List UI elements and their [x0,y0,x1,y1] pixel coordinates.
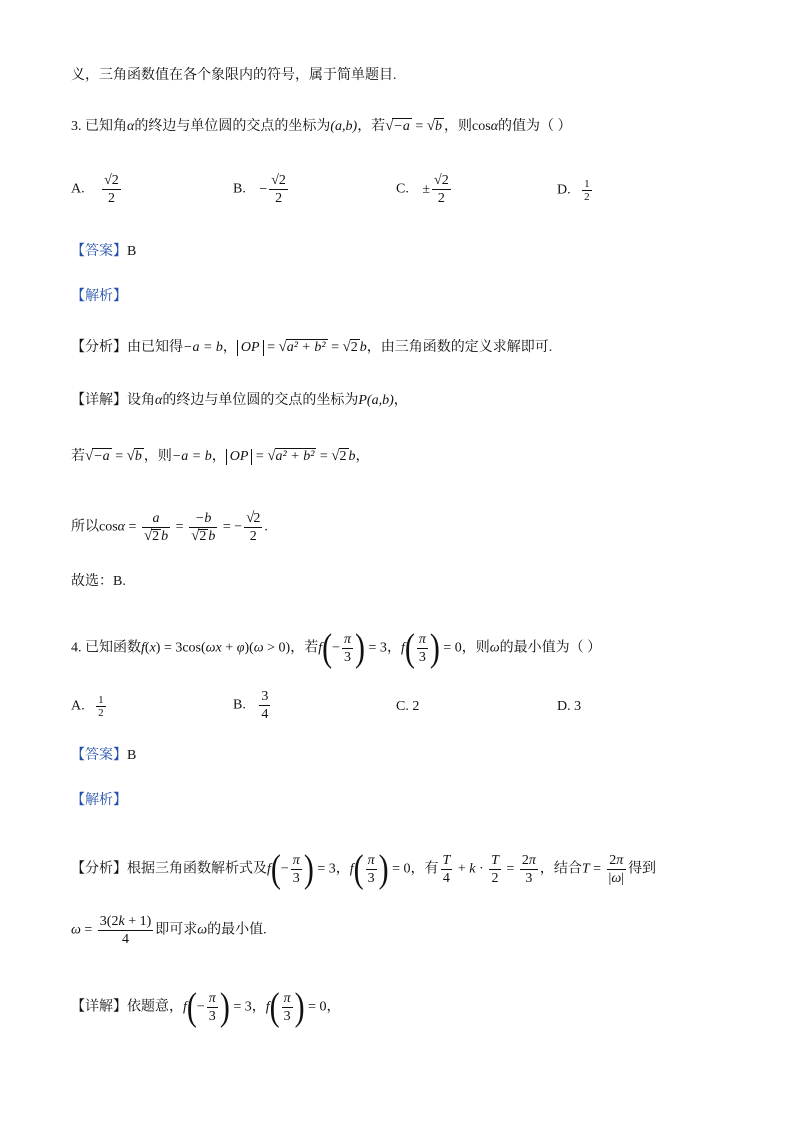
fraction: $\frac{\pi}{3}$ [292,853,300,886]
text: 所以 [71,519,99,535]
question-3: 3. 已知角α的终边与单位圆的交点的坐标为(a,b)，若√−a = √b ，则cosα的值为（ ） [71,118,572,134]
q3-text-a: 的终边与单位圆的交点的坐标为 [134,119,331,134]
period: . [264,519,268,535]
analysis-tag: 【解析】 [71,289,127,304]
denominator: 4 [261,707,269,722]
fenxi-text: 由已知得 [127,340,183,355]
text: 的最小值. [207,922,267,938]
fraction: $\frac{\pi}{3}$ [283,991,291,1024]
fraction [96,694,106,719]
fraction: $\frac{\pi}{3}$ [367,853,375,886]
q4-analysis [71,791,127,811]
text: ， [251,999,266,1015]
q4-option-c [396,699,419,715]
numerator: 1 [584,178,590,190]
equation: −a = b [171,449,212,464]
text: 依题意， [127,999,183,1015]
fenxi-tag: 【分析】 [71,861,127,877]
text: ， [355,449,370,464]
fraction: $\frac{\pi}{3}$ [344,632,352,665]
text: ，有 [410,861,439,877]
text: ， [326,999,341,1015]
point-ab: (a,b) [330,119,358,134]
fenxi-tag: 【分析】 [71,340,127,355]
fraction [582,178,592,203]
sqrt-2: 2 [350,340,358,355]
question-4: 4. 已知函数f(x) = 3cos(ωx + φ)(ω > 0)，若f(− $\frac{\pi}{3}$ ) = 3，f( $\frac{\pi}{3}$ ) = 0，则ω的最小值为（ ） [71,626,602,670]
fraction: $\frac{√2}{2}$ [246,510,261,544]
option-text: D. 3 [557,699,582,714]
q3-text-c: ，则 [444,119,473,134]
text: ，结合 [539,861,582,877]
q4-option-b [233,688,272,723]
fraction: $\frac{\pi}{3}$ [418,632,426,665]
text: 即可求 [155,922,198,938]
sqrt-neg-a: √−a [385,118,410,134]
q3-option-a [71,172,123,207]
q4-answer [71,746,136,766]
answer-value: B [127,748,137,763]
q4-prefix: 4. 已知函数 [71,640,141,656]
denominator: 2 [275,191,283,206]
fraction: $\frac{3(2k + 1)}{4}$ [99,914,152,947]
q3-answer [71,242,136,262]
text: ，若 [290,640,319,656]
fraction: $\frac{\pi}{3}$ [208,991,216,1024]
q4-option-d [557,699,581,715]
fraction: $\frac{-b}{√2 b}$ [191,511,216,544]
q3-choose [71,572,126,592]
q4-omega-line: ω = $\frac{3(2k + 1)}{4}$ 即可求ω的最小值. [71,914,267,947]
option-text: C. 2 [396,699,420,714]
q4-fenxi: 【分析】根据三角函数解析式及f(− $\frac{\pi}{3}$ ) = 3，f( $\frac{\pi}{3}$ ) = 0，有 $\frac{T}{4}$ + k · $\frac{T}{2}$ = $\frac{2\pi}{3}$ ，结合T = $\frac{2\pi}{|\omega|}$ 得到 [71,847,657,891]
q3-prefix: 3. 已知角 [71,119,127,134]
fraction [102,172,121,207]
numerator: √2 [434,173,449,188]
denominator: 2 [584,191,590,203]
text: 的最小值为（ ） [499,640,602,656]
q3-option-c [396,172,453,207]
option-label: A. [71,181,85,197]
text: 得到 [628,861,657,877]
numerator: 3 [261,689,269,704]
fraction [259,688,270,723]
option-label: C. [396,181,409,197]
denominator: 2 [107,191,115,206]
answer-tag: 【答案】 [71,748,127,763]
fraction: $\frac{T}{4}$ [442,853,451,886]
point-p: P(a,b) [358,393,394,408]
answer-tag: 【答案】 [71,244,127,259]
q3-line2: 若√−a = √b ，则−a = b， OP = √a² + b² = √2 b， [71,448,370,464]
alpha-symbol: α [155,393,163,408]
q3-text-d: 的值为（ ） [498,119,572,134]
fraction [432,172,451,207]
text: ，则 [461,640,490,656]
q4-option-a [71,694,108,719]
fenxi-text-end: ，由三角函数的定义求解即可. [366,340,553,355]
denominator: 2 [437,191,445,206]
plus-minus-sign: ± [422,181,431,197]
q4-xiangjie: 【详解】依题意，f(− $\frac{\pi}{3}$ ) = 3，f( $\frac{\pi}{3}$ ) = 0， [71,985,341,1029]
q3-xiangjie [71,391,408,411]
q3-text-b: ，若 [357,119,386,134]
sqrt-b: √b [426,118,443,134]
numerator: 1 [98,694,104,706]
text: ，则 [143,449,172,464]
fraction [269,172,288,207]
option-label: A. [71,698,85,714]
denominator: 2 [98,707,104,719]
answer-value: B [127,244,137,259]
fraction: $\frac{2\pi}{|\omega|}$ [608,853,625,886]
text: 根据三角函数解析式及 [127,861,267,877]
fraction: $\frac{a}{√2 b}$ [143,511,169,544]
numerator: √2 [271,173,286,188]
option-label: D. [557,182,571,198]
equation: −a = b [183,340,223,355]
option-label: B. [233,697,246,713]
text: ， [211,449,226,464]
numerator: √2 [104,173,119,188]
abs-op: OP [237,340,264,356]
xiangjie-tag: 【详解】 [71,999,127,1015]
fraction: $\frac{2\pi}{3}$ [521,853,536,886]
comma: ， [222,340,237,355]
q3-option-d [557,178,594,203]
text: 设角 [127,393,155,408]
q3-option-b [233,172,290,207]
minus-sign: − [259,181,268,197]
intro-line [71,66,397,86]
alpha-symbol: α [127,119,135,134]
option-label: B. [233,181,246,197]
text: 的终边与单位圆的交点的坐标为 [162,393,359,408]
analysis-tag: 【解析】 [71,793,127,808]
q3-analysis [71,287,127,307]
sqrt-a2b2: a² + b² [286,340,326,355]
text: 若 [71,449,85,464]
q3-line3: 所以cosα = $\frac{a}{√2 b}$ = $\frac{-b}{√2 b}$ = − $\frac{√2}{2}$ . [71,510,268,544]
q3-fenxi: 【分析】由已知得−a = b， OP = √a² + b² = √2 b，由三角函数的定义求解即可. [71,339,553,355]
fraction: $\frac{T}{2}$ [491,853,499,886]
intro-text: 义，三角函数值在各个象限内的符号，属于简单题目. [71,68,397,83]
xiangjie-tag: 【详解】 [71,393,127,408]
text: ， [393,393,408,408]
text: ， [386,640,401,656]
abs-op: OP [226,449,253,465]
text: ， [335,861,350,877]
choose-text: 故选：B. [71,574,126,589]
